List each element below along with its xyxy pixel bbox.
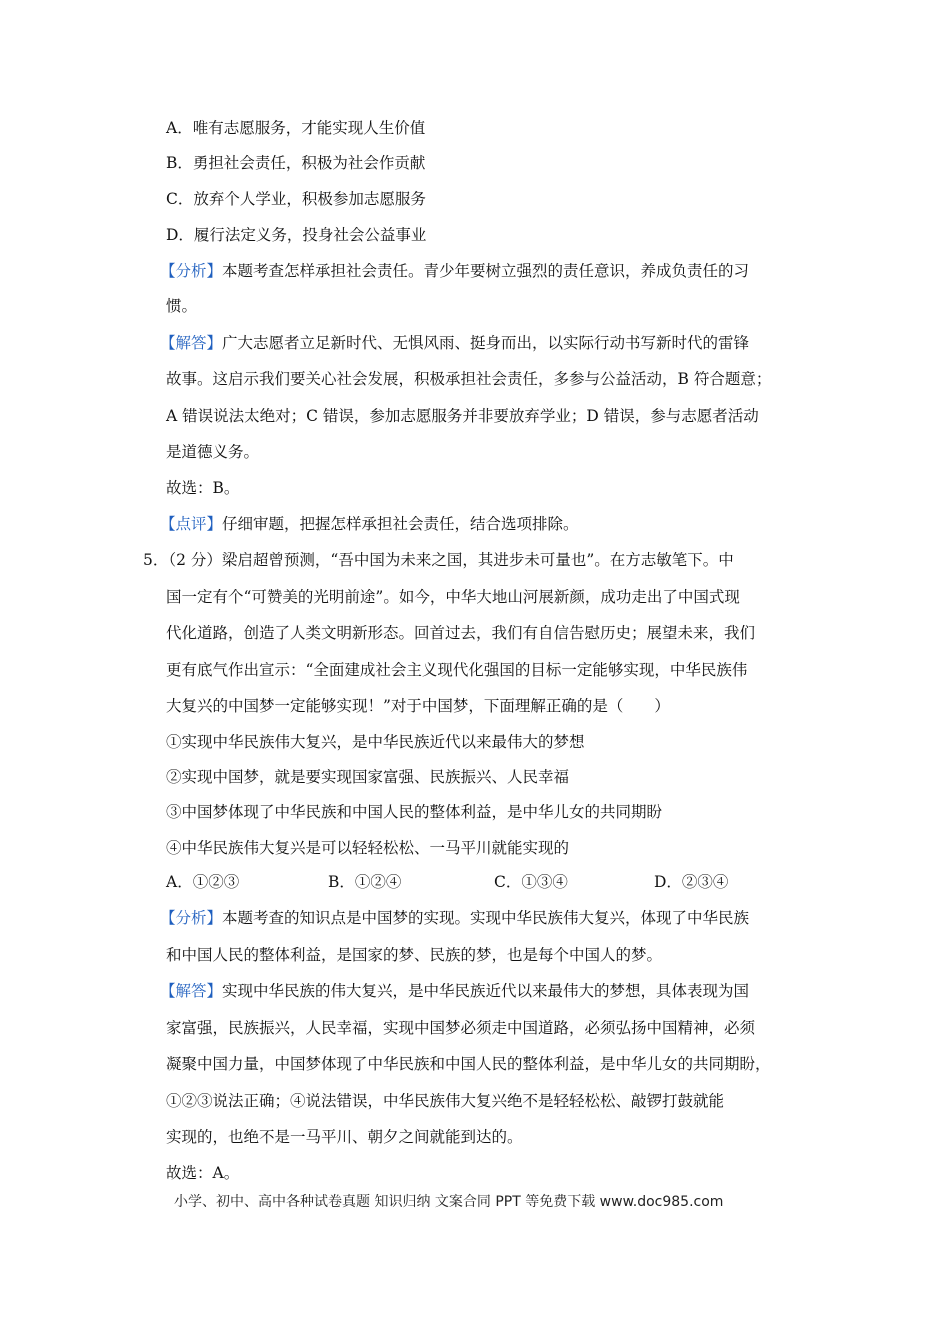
stem-line-4: 更有底气作出宣示：“全面建成社会主义现代化强国的目标一定能够实现，中华民族伟 <box>166 661 748 679</box>
q5-analysis <box>160 908 749 928</box>
answer-tag: 【解答】 <box>160 982 223 1000</box>
analysis-tag: 【分析】 <box>160 262 223 280</box>
q5-answer <box>160 981 749 1001</box>
stem-line-3: 代化道路，创造了人类文明新形态。回首过去，我们有自信告慰历史；展望未来，我们 <box>166 624 756 642</box>
answer-tag: 【解答】 <box>160 334 223 352</box>
q5-answer-line-4: ①②③说法正确；④说法错误，中华民族伟大复兴绝不是轻轻松松、敲锣打鼓就能 <box>166 1092 725 1110</box>
statement-4: ④中华民族伟大复兴是可以轻轻松松、一马平川就能实现的 <box>166 839 570 857</box>
option-a: A．①②③ <box>166 873 240 891</box>
prev-answer-line-2: 故事。这启示我们要关心社会发展，积极承担社会责任，多参与公益活动，B 符合题意； <box>166 370 772 388</box>
analysis-text: 本题考查怎样承担社会责任。青少年要树立强烈的责任意识，养成负责任的习 <box>222 262 750 280</box>
q5-answer-line-5: 实现的，也绝不是一马平川、朝夕之间就能到达的。 <box>166 1128 523 1146</box>
statement-1: ①实现中华民族伟大复兴，是中华民族近代以来最伟大的梦想 <box>166 733 585 751</box>
option-c: C．①③④ <box>494 873 568 891</box>
stem-line-2: 国一定有个“可赞美的光明前途”。如今，中华大地山河展新颜，成功走出了中国式现 <box>166 588 740 606</box>
q5-choice: 故选：A。 <box>166 1164 240 1182</box>
prev-answer-line-3: A 错误说法太绝对；C 错误，参加志愿服务并非要放弃学业；D 错误，参与志愿者活动 <box>166 407 759 425</box>
answer-text: 广大志愿者立足新时代、无惧风雨、挺身而出，以实际行动书写新时代的雷锋 <box>222 334 750 352</box>
prev-option-b: B．勇担社会责任，积极为社会作贡献 <box>166 154 426 172</box>
prev-option-d: D．履行法定义务，投身社会公益事业 <box>166 226 427 244</box>
prev-answer <box>160 333 749 353</box>
prev-answer-line-4: 是道德义务。 <box>166 443 260 461</box>
statement-3: ③中国梦体现了中华民族和中国人民的整体利益，是中华儿女的共同期盼 <box>166 803 663 821</box>
q5-answer-line-2: 家富强，民族振兴，人民幸福，实现中国梦必须走中国道路，必须弘扬中国精神，必须 <box>166 1019 756 1037</box>
page-footer: 小学、初中、高中各种试卷真题 知识归纳 文案合同 PPT 等免费下载 www.doc985.com <box>174 1194 724 1210</box>
comment-tag: 【点评】 <box>160 515 223 533</box>
answer-text: 实现中华民族的伟大复兴，是中华民族近代以来最伟大的梦想，具体表现为国 <box>222 982 750 1000</box>
prev-comment <box>160 514 579 534</box>
prev-option-c: C．放弃个人学业，积极参加志愿服务 <box>166 190 426 208</box>
stem-line-5: 大复兴的中国梦一定能够实现！”对于中国梦，下面理解正确的是（ ） <box>166 697 670 715</box>
prev-analysis-cont: 惯。 <box>166 297 198 315</box>
q5-answer-line-3: 凝聚中国力量，中国梦体现了中华民族和中国人民的整体利益，是中华儿女的共同期盼， <box>166 1055 771 1073</box>
analysis-tag: 【分析】 <box>160 909 223 927</box>
stem-line-1: （2 分）梁启超曾预测，“吾中国为未来之国，其进步未可量也”。在方志敏笔下。中 <box>168 551 734 569</box>
q5-analysis-cont: 和中国人民的整体利益，是国家的梦、民族的梦，也是每个中国人的梦。 <box>166 946 663 964</box>
comment-text: 仔细审题，把握怎样承担社会责任，结合选项排除。 <box>222 515 579 533</box>
option-d: D．②③④ <box>654 873 729 891</box>
option-b: B．①②④ <box>328 873 402 891</box>
question-number: 5． <box>143 551 169 569</box>
prev-analysis <box>160 261 749 281</box>
question-5-stem <box>143 550 734 570</box>
prev-option-a: A．唯有志愿服务，才能实现人生价值 <box>166 119 426 137</box>
prev-choice: 故选：B。 <box>166 479 240 497</box>
statement-2: ②实现中国梦，就是要实现国家富强、民族振兴、人民幸福 <box>166 768 570 786</box>
analysis-text: 本题考查的知识点是中国梦的实现。实现中华民族伟大复兴，体现了中华民族 <box>222 909 750 927</box>
